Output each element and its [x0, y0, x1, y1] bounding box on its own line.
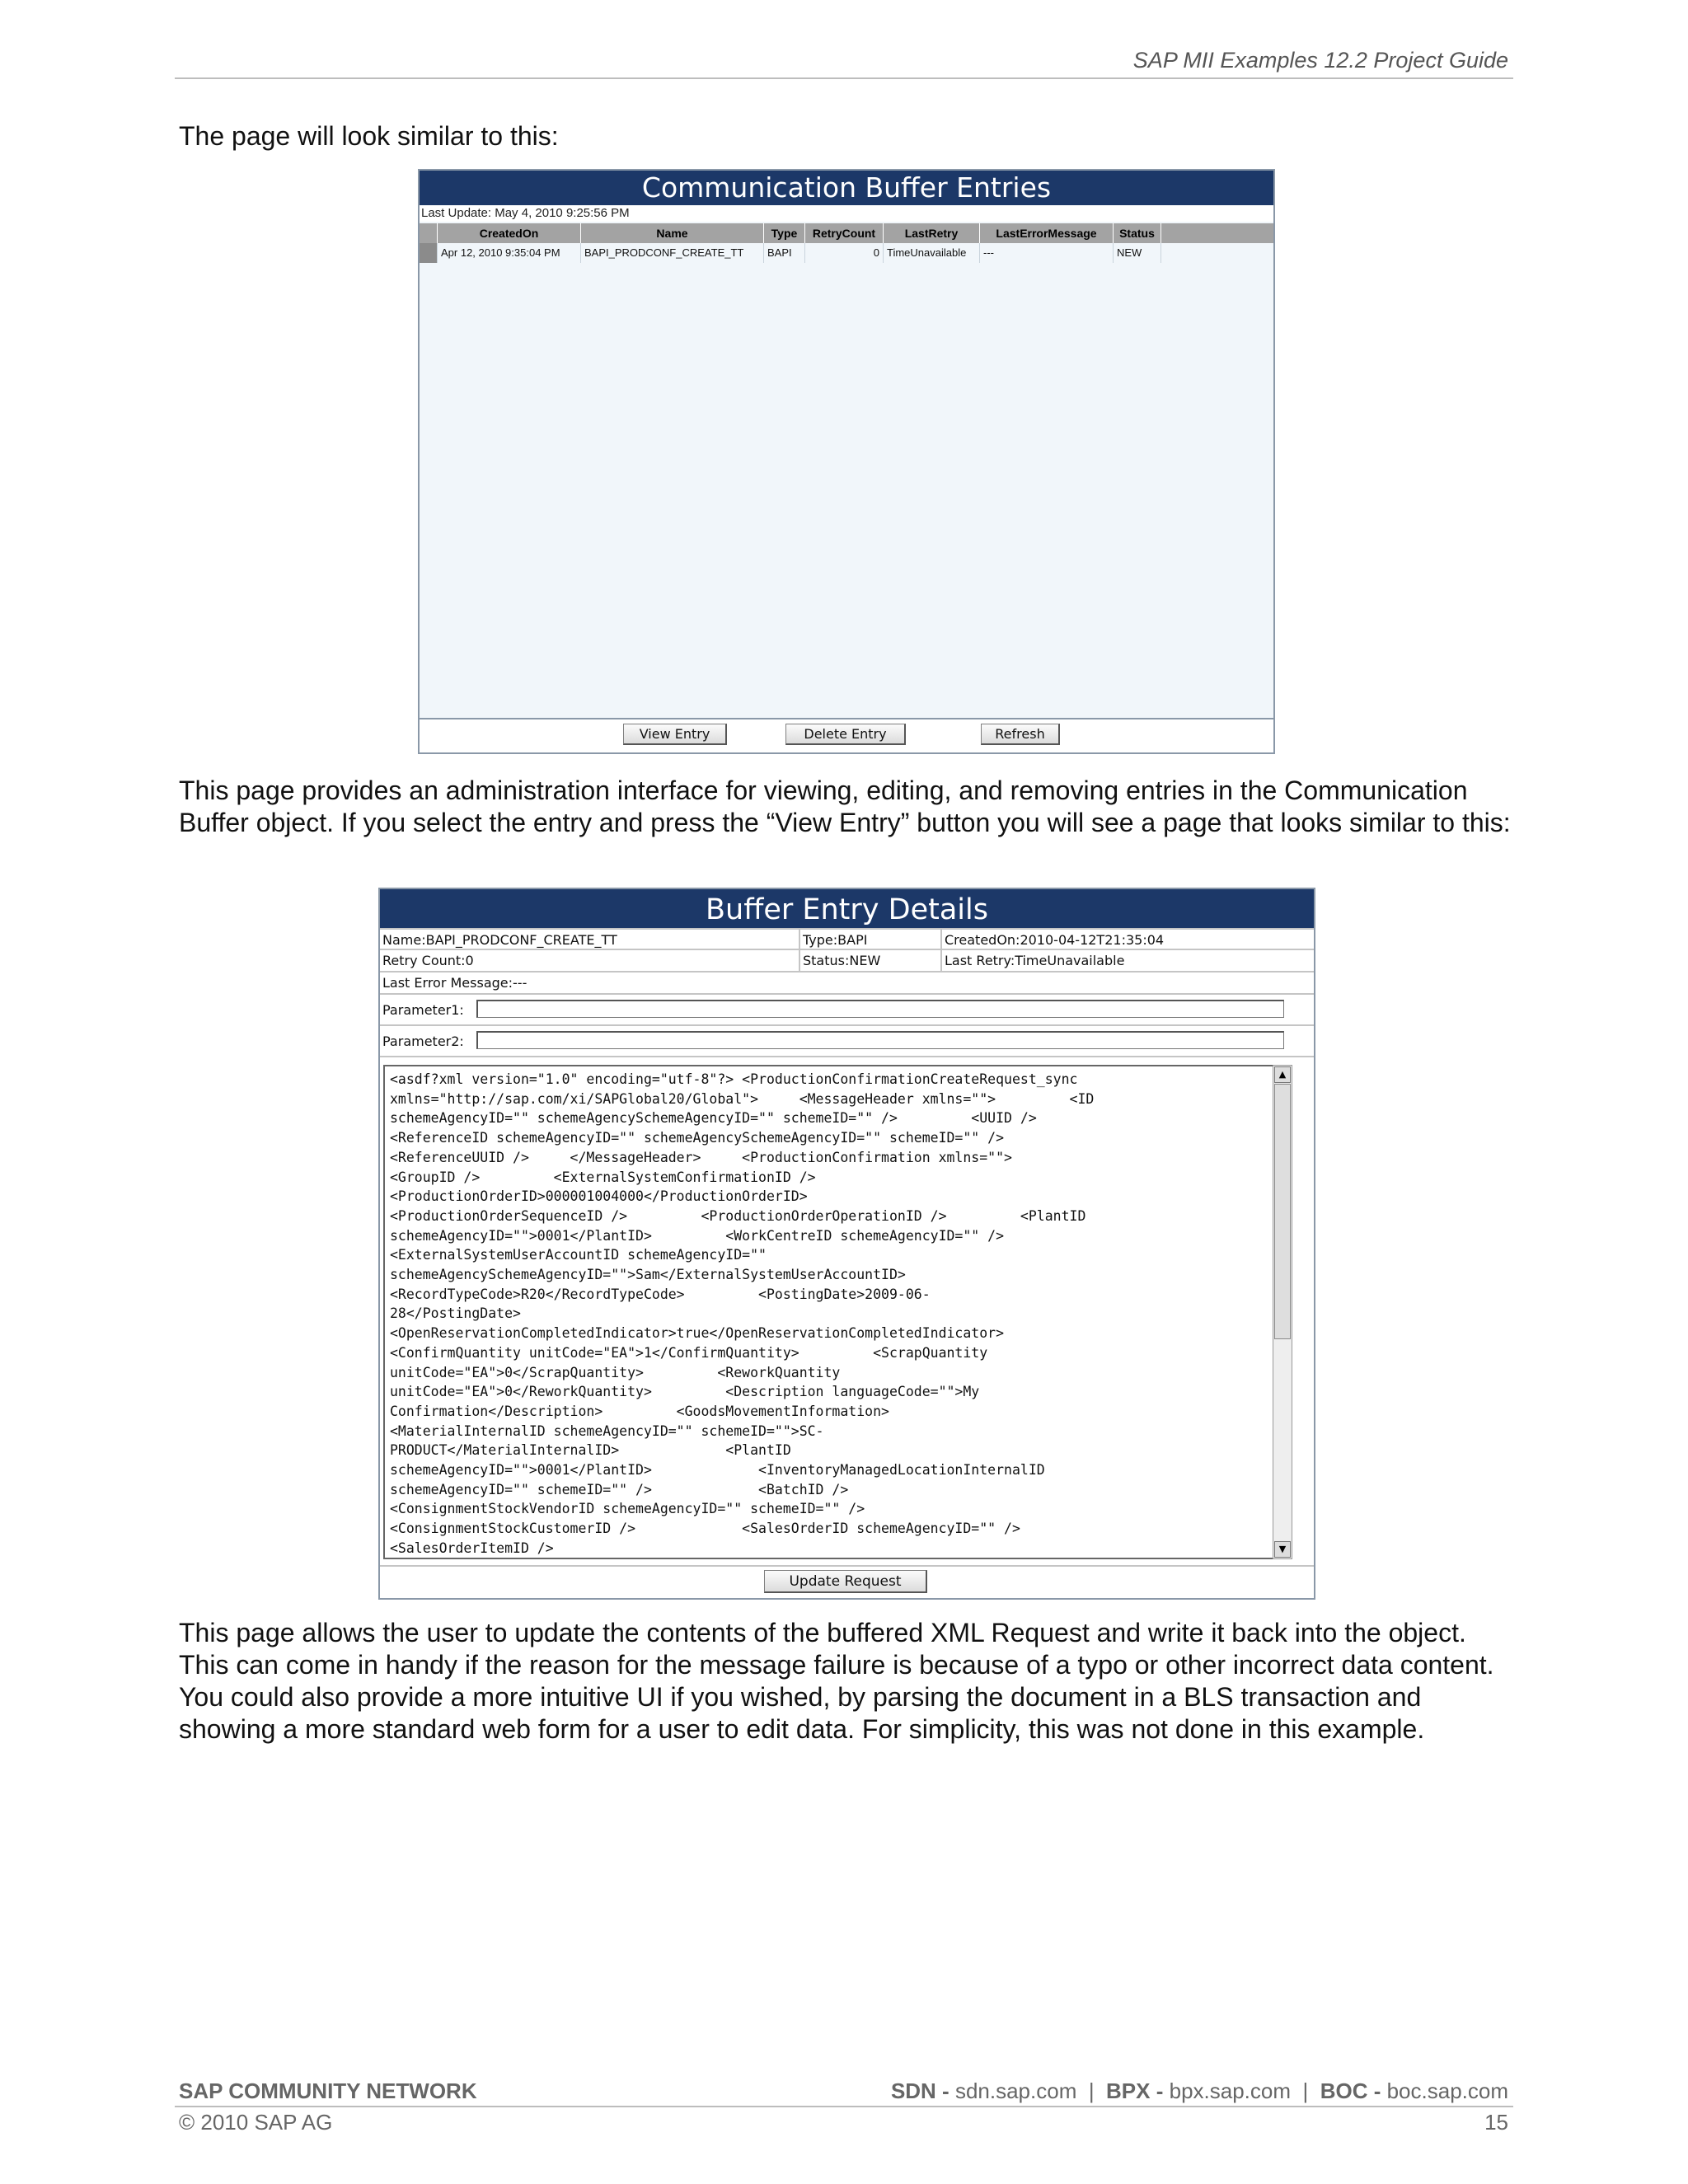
scrollbar-thumb[interactable] — [1274, 1084, 1291, 1339]
column-header-createdon[interactable]: CreatedOn — [438, 223, 581, 243]
paragraph-description: This page provides an administration interface for viewing, editing, and removing entries in the Communication Buffer object. If you select the entry and press the “View Entry” button you will see a page that looks similar to this: — [179, 776, 1511, 837]
row-selector[interactable] — [420, 243, 438, 263]
column-header-status[interactable]: Status — [1114, 223, 1161, 243]
entries-grid — [420, 223, 1273, 263]
xml-line: <ReferenceUUID /> </MessageHeader> <ProductionConfirmation xmlns=""> — [390, 1149, 1012, 1165]
xml-line: <asdf?xml version="1.0" encoding="utf-8"?> <ProductionConfirmationCreateRequest_sync — [390, 1071, 1078, 1087]
parameter2-label: Parameter2: — [382, 1033, 464, 1049]
button-bar — [420, 718, 1273, 752]
footer-separator: | — [1302, 2079, 1309, 2103]
entry-last-error-message: Last Error Message:--- — [382, 975, 528, 991]
cell-name: BAPI_PRODCONF_CREATE_TT — [581, 243, 764, 263]
last-update-label: Last Update: May 4, 2010 9:25:56 PM — [420, 205, 1273, 222]
xml-line: <GroupID /> <ExternalSystemConfirmationID /> — [390, 1169, 816, 1185]
column-header-retrycount[interactable]: RetryCount — [805, 223, 884, 243]
scroll-up-arrow-icon[interactable]: ▲ — [1274, 1066, 1291, 1083]
xml-line: <ExternalSystemUserAccountID schemeAgencyID="" — [390, 1247, 767, 1263]
parameter1-label: Parameter1: — [382, 1002, 464, 1018]
header-rule — [175, 77, 1513, 79]
cell-createdon: Apr 12, 2010 9:35:04 PM — [438, 243, 581, 263]
table-row[interactable] — [420, 243, 1273, 263]
window-title: Communication Buffer Entries — [420, 171, 1273, 205]
update-button-bar — [380, 1565, 1314, 1598]
scroll-down-arrow-icon[interactable]: ▼ — [1274, 1541, 1291, 1558]
xml-line: schemeAgencyID="">0001</PlantID> <InventoryManagedLocationInternalID — [390, 1462, 1045, 1479]
communication-buffer-entries-window — [418, 169, 1275, 754]
footer-network-name: SAP COMMUNITY NETWORK — [179, 2079, 477, 2103]
footer-rule — [175, 2106, 1513, 2107]
xml-scrollbar[interactable] — [1273, 1065, 1292, 1559]
cell-type: BAPI — [764, 243, 805, 263]
boc-link[interactable]: boc.sap.com — [1386, 2079, 1508, 2103]
entry-created-on: CreatedOn:2010-04-12T21:35:04 — [940, 930, 1314, 949]
parameter1-row — [380, 995, 1314, 1026]
parameter2-input[interactable] — [476, 1031, 1284, 1049]
xml-line: <ReferenceID schemeAgencyID="" schemeAgencySchemeAgencyID="" schemeID="" /> — [390, 1130, 1005, 1146]
footer-links — [891, 2079, 1508, 2104]
cell-lasterrormessage: --- — [980, 243, 1114, 263]
footer-separator: | — [1088, 2079, 1095, 2103]
details-row-1 — [380, 928, 1314, 950]
page-number: 15 — [1484, 2110, 1508, 2135]
xml-line: <MaterialInternalID schemeAgencyID="" schemeID="">SC- — [390, 1422, 824, 1439]
buffer-entry-details-window — [378, 888, 1315, 1600]
xml-line: schemeAgencyID="" schemeAgencySchemeAgencyID="" schemeID="" /> <UUID /> — [390, 1110, 1037, 1127]
xml-line: <SalesOrderItemID /> — [390, 1540, 554, 1556]
xml-line: <ConsignmentStockCustomerID /> <SalesOrderID schemeAgencyID="" /> — [390, 1521, 1020, 1537]
entry-type: Type:BAPI — [799, 930, 940, 949]
xml-line: schemeAgencySchemeAgencyID="">Sam</ExternalSystemUserAccountID> — [390, 1267, 906, 1283]
xml-line: PRODUCT</MaterialInternalID> <PlantID — [390, 1442, 791, 1459]
column-header-lastretry[interactable]: LastRetry — [884, 223, 980, 243]
window-title: Buffer Entry Details — [380, 889, 1314, 928]
cell-lastretry: TimeUnavailable — [884, 243, 980, 263]
xml-line: <RecordTypeCode>R20</RecordTypeCode> <PostingDate>2009-06- — [390, 1286, 931, 1302]
xml-line: 28</PostingDate> — [390, 1305, 521, 1322]
entry-last-retry: Last Retry:TimeUnavailable — [940, 950, 1314, 971]
entry-status: Status:NEW — [799, 950, 940, 971]
entry-retry-count: Retry Count:0 — [382, 953, 474, 968]
xml-line: <ProductionOrderID>000001004000</ProductionOrderID> — [390, 1188, 808, 1205]
xml-line: Confirmation</Description> <GoodsMovementInformation> — [390, 1403, 889, 1419]
document-header-title: SAP MII Examples 12.2 Project Guide — [1132, 48, 1508, 73]
details-row-2 — [380, 950, 1314, 972]
xml-line: <ConfirmQuantity unitCode="EA">1</ConfirmQuantity> <ScrapQuantity — [390, 1344, 988, 1361]
column-header-lasterrormessage[interactable]: LastErrorMessage — [980, 223, 1114, 243]
refresh-button[interactable]: Refresh — [981, 724, 1060, 745]
xml-line: <ProductionOrderSequenceID /> <ProductionOrderOperationID /> <PlantID — [390, 1207, 1086, 1224]
copyright-notice: © 2010 SAP AG — [179, 2110, 333, 2135]
sdn-link[interactable]: sdn.sap.com — [954, 2079, 1077, 2103]
sdn-label: SDN - — [890, 2079, 950, 2103]
xml-line: <OpenReservationCompletedIndicator>true</OpenReservationCompletedIndicator> — [390, 1325, 1005, 1342]
paragraph-intro: The page will look similar to this: — [179, 121, 559, 151]
boc-label: BOC - — [1320, 2079, 1381, 2103]
parameter2-row — [380, 1026, 1314, 1057]
bpx-label: BPX - — [1106, 2079, 1164, 2103]
xml-line: <ConsignmentStockVendorID schemeAgencyID="" schemeID="" /> — [390, 1501, 865, 1517]
delete-entry-button[interactable]: Delete Entry — [785, 724, 906, 745]
parameter1-input[interactable] — [476, 1000, 1284, 1018]
update-request-button[interactable]: Update Request — [764, 1570, 927, 1593]
xml-line: unitCode="EA">0</ScrapQuantity> <ReworkQuantity — [390, 1364, 841, 1380]
column-header-type[interactable]: Type — [764, 223, 805, 243]
xml-request-text[interactable] — [390, 1070, 1264, 1558]
xml-line: xmlns="http://sap.com/xi/SAPGlobal20/Global"> <MessageHeader xmlns=""> <ID — [390, 1090, 1095, 1107]
cell-status: NEW — [1114, 243, 1161, 263]
paragraph-update-explanation: This page allows the user to update the contents of the buffered XML Request and write it back into the object. This can come in handy if the reason for the message failure is because of a typo or other incorrect data content. You could also provide a more intuitive UI if you wished, by parsing the document in a BLS transaction and showing a more standard web form for a user to edit data. For simplicity, this was not done in this example. — [179, 1618, 1494, 1744]
row-selector-header — [420, 223, 438, 243]
xml-request-textarea[interactable] — [383, 1065, 1292, 1559]
cell-retrycount: 0 — [805, 243, 884, 263]
column-header-name[interactable]: Name — [581, 223, 764, 243]
details-row-3 — [380, 972, 1314, 995]
xml-line: schemeAgencyID="" schemeID="" /> <BatchID /> — [390, 1481, 849, 1497]
xml-line: schemeAgencyID="">0001</PlantID> <WorkCentreID schemeAgencyID="" /> — [390, 1227, 1005, 1244]
entry-name: Name:BAPI_PRODCONF_CREATE_TT — [382, 932, 617, 948]
grid-header-row — [420, 223, 1273, 243]
view-entry-button[interactable]: View Entry — [623, 724, 727, 745]
bpx-link[interactable]: bpx.sap.com — [1169, 2079, 1292, 2103]
xml-line: unitCode="EA">0</ReworkQuantity> <Description languageCode="">My — [390, 1384, 980, 1400]
